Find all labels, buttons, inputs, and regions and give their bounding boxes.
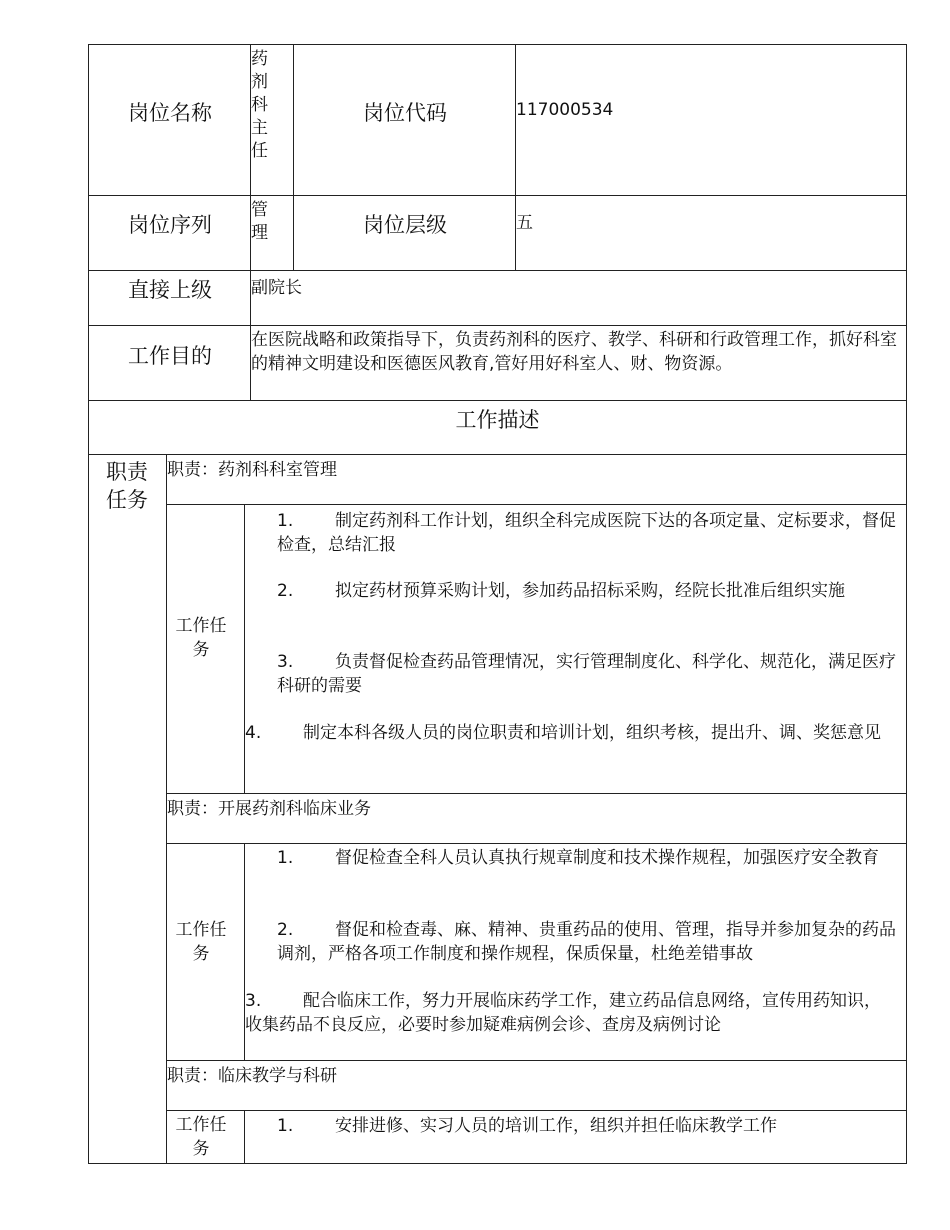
task-item (245, 721, 890, 745)
task-text: 制定本科各级人员的岗位职责和培训计划，组织考核，提出升、调、奖惩意见 (303, 723, 881, 743)
duty-title: 职责：药剂科科室管理 (167, 460, 337, 480)
task-number: 1. (277, 1116, 294, 1136)
sequence-label: 岗位序列 (128, 213, 212, 237)
task-number: 4. (245, 723, 262, 743)
task-text: 制定药剂科工作计划，组织全科完成医院下达的各项定量、定标要求，督促检查，总结汇报 (277, 511, 896, 555)
position-code-label: 岗位代码 (363, 101, 447, 125)
task-item (277, 509, 899, 557)
purpose-label: 工作目的 (128, 344, 212, 368)
purpose-value: 在医院战略和政策指导下，负责药剂科的医疗、教学、科研和行政管理工作，抓好科室的精神文明建设和医德医风教育,管好用好科室人、财、物资源。 (251, 330, 897, 374)
sequence-value: 管理 (251, 200, 268, 243)
task-number: 3. (245, 991, 262, 1011)
task-label: 工作任务 (175, 920, 227, 964)
task-text: 督促检查全科人员认真执行规章制度和技术操作规程，加强医疗安全教育 (335, 848, 879, 868)
task-item (277, 650, 899, 698)
superior-label: 直接上级 (128, 278, 212, 302)
task-number: 3. (277, 652, 294, 672)
task-item (277, 1114, 899, 1138)
position-name-label: 岗位名称 (128, 101, 212, 125)
task-text: 配合临床工作，努力开展临床药学工作，建立药品信息网络，宣传用药知识，收集药品不良反应，必要时参加疑难病例会诊、查房及病例讨论 (245, 991, 881, 1035)
task-text: 督促和检查毒、麻、精神、贵重药品的使用、管理，指导并参加复杂的药品调剂，严格各项工作制度和操作规程，保质保量，杜绝差错事故 (277, 920, 896, 964)
task-number: 2. (277, 920, 294, 940)
task-item (277, 579, 899, 603)
task-label: 工作任务 (175, 1115, 227, 1159)
duty-title: 职责：临床教学与科研 (167, 1066, 337, 1086)
position-name-value: 药剂科主任 (251, 49, 268, 161)
superior-value: 副院长 (251, 278, 302, 298)
task-number: 1. (277, 511, 294, 531)
task-text: 负责督促检查药品管理情况，实行管理制度化、科学化、规范化，满足医疗科研的需要 (277, 652, 896, 696)
task-text: 拟定药材预算采购计划，参加药品招标采购，经院长批准后组织实施 (335, 581, 845, 601)
duty-title: 职责：开展药剂科临床业务 (167, 799, 371, 819)
task-item (277, 846, 899, 870)
task-item (245, 989, 890, 1037)
description-title: 工作描述 (455, 408, 540, 432)
task-item (277, 918, 899, 966)
task-text: 安排进修、实习人员的培训工作，组织并担任临床教学工作 (335, 1116, 777, 1136)
task-label: 工作任务 (175, 616, 227, 660)
position-code-value: 117000534 (516, 100, 614, 120)
task-number: 2. (277, 581, 294, 601)
level-label: 岗位层级 (363, 213, 447, 237)
level-value: 五 (516, 213, 533, 233)
duties-label: 职责任务 (106, 460, 148, 512)
task-number: 1. (277, 848, 294, 868)
